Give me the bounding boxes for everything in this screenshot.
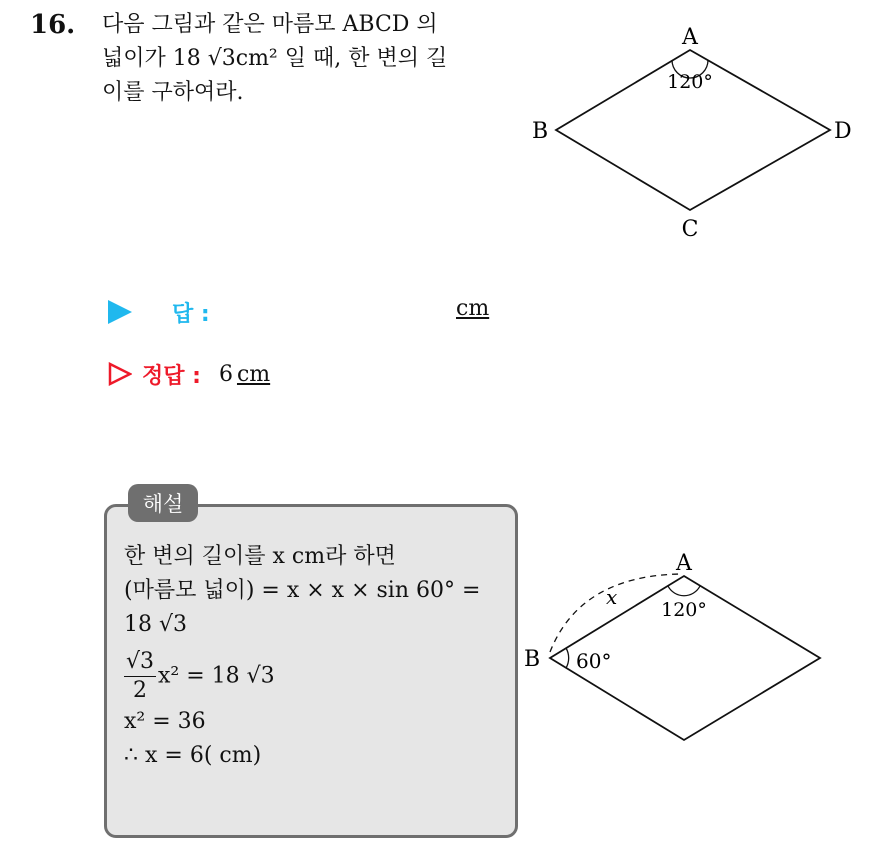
side-label-x: x <box>606 585 618 609</box>
rhombus-figure <box>0 0 884 260</box>
vertex-label-b: B <box>532 119 549 144</box>
angle-arc-b <box>566 648 569 668</box>
angle-label-120: 120° <box>667 71 713 93</box>
vertex-label-b2: B <box>524 647 541 672</box>
vertex-label-d: D <box>834 119 852 144</box>
fraction-denominator: 2 <box>133 678 147 703</box>
angle-label-120-2: 120° <box>661 599 707 621</box>
correct-unit: cm <box>236 361 271 387</box>
correct-value: 6 <box>218 361 233 387</box>
fraction <box>124 648 156 705</box>
fraction-rest: x² = 18 √3 <box>158 663 275 689</box>
problem-line-1: 다음 그림과 같은 마름모 ABCD 의 <box>102 12 438 37</box>
correct-triangle-icon <box>108 362 132 386</box>
solution-rhombus-figure <box>520 540 840 760</box>
solution-line-2: (마름모 넓이) = x × x × sin 60° = <box>124 578 481 603</box>
solution-text <box>124 540 512 773</box>
solution-line-4 <box>124 648 512 705</box>
correct-label: 정답 : <box>142 363 201 389</box>
problem-line-2: 넓이가 18 √3cm² 일 때, 한 변의 길 <box>102 46 448 71</box>
angle-label-60: 60° <box>576 649 612 673</box>
fraction-numerator: √3 <box>124 648 156 677</box>
solution-line-1: 한 변의 길이를 x cm라 하면 <box>124 544 396 569</box>
answer-unit: cm <box>456 296 490 321</box>
answer-triangle-icon <box>108 300 132 324</box>
problem-number: 16. <box>30 10 76 40</box>
solution-tag: 해설 <box>128 484 198 522</box>
solution-line-6: ∴ x = 6( cm) <box>124 743 262 768</box>
correct-answer <box>219 362 270 387</box>
vertex-label-c: C <box>681 217 699 242</box>
correct-row <box>108 358 270 390</box>
problem-line-3: 이를 구하여라. <box>102 80 244 105</box>
answer-row <box>108 296 210 328</box>
vertex-label-a2: A <box>676 551 692 576</box>
angle-arc-a2 <box>668 586 700 596</box>
vertex-label-a: A <box>682 25 698 50</box>
answer-label: 답 : <box>172 301 210 327</box>
solution-line-5: x² = 36 <box>124 709 206 734</box>
solution-line-3: 18 √3 <box>124 612 188 637</box>
